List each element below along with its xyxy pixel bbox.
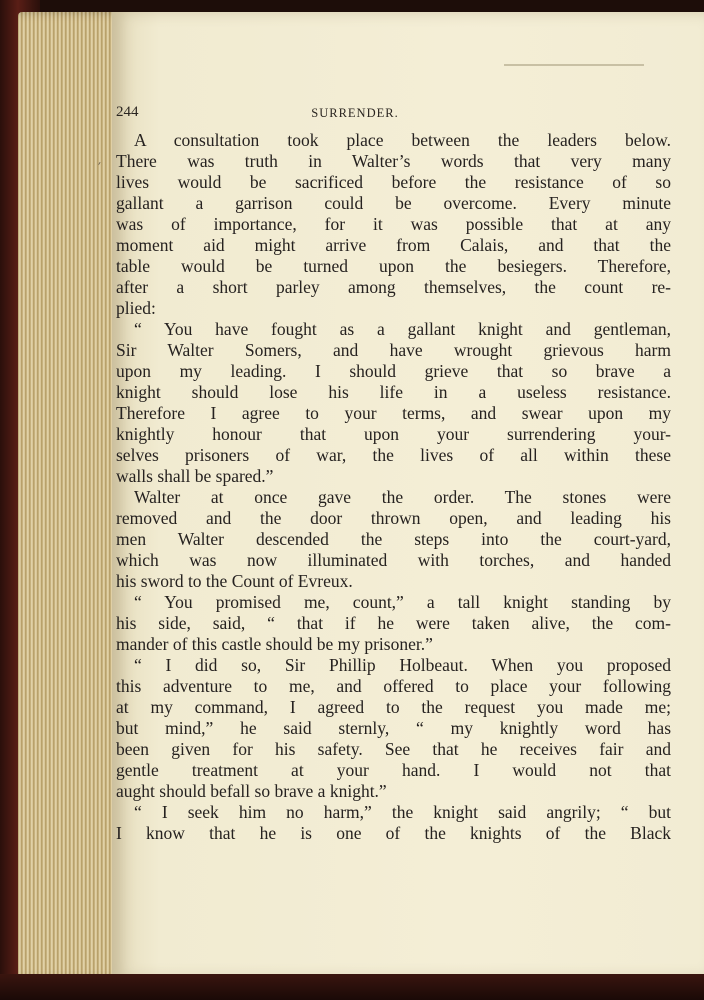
page-number: 244 bbox=[116, 104, 139, 120]
text-line: table would be turned upon the besiegers. Therefore, bbox=[116, 256, 671, 276]
margin-mark: ´ bbox=[96, 160, 106, 177]
text-line: his sword to the Count of Evreux. bbox=[116, 571, 353, 591]
page-mark-line bbox=[504, 64, 644, 66]
text-line: his side, said, “ that if he were taken alive, the com- bbox=[116, 613, 671, 633]
text-line: knight should lose his life in a useless resistance. bbox=[116, 382, 671, 402]
text-line: knightly honour that upon your surrendering your- bbox=[116, 424, 671, 444]
text-line: Sir Walter Somers, and have wrought grievous harm bbox=[116, 340, 671, 360]
text-line: selves prisoners of war, the lives of all within these bbox=[116, 445, 671, 465]
text-line: There was truth in Walter’s words that very many bbox=[116, 151, 671, 171]
text-line: gentle treatment at your hand. I would not that bbox=[116, 760, 671, 780]
text-line: which was now illuminated with torches, and handed bbox=[116, 550, 671, 570]
text-line: after a short parley among themselves, the count re- bbox=[116, 277, 671, 297]
running-head: SURRENDER. bbox=[311, 106, 399, 120]
text-line: I know that he is one of the knights of the Black bbox=[116, 823, 671, 843]
text-line: was of importance, for it was possible that at any bbox=[116, 214, 671, 234]
text-line: A consultation took place between the leaders below. bbox=[134, 130, 671, 150]
text-line: removed and the door thrown open, and leading his bbox=[116, 508, 671, 528]
text-line: men Walter descended the steps into the court-yard, bbox=[116, 529, 671, 549]
text-line: gallant a garrison could be overcome. Every minute bbox=[116, 193, 671, 213]
text-line: this adventure to me, and offered to place your following bbox=[116, 676, 671, 696]
body-text bbox=[116, 130, 671, 844]
text-line: mander of this castle should be my prisoner.” bbox=[116, 634, 433, 654]
text-line: Therefore I agree to your terms, and swear upon my bbox=[116, 403, 671, 423]
text-line: “ I did so, Sir Phillip Holbeaut. When you proposed bbox=[134, 655, 671, 675]
text-line: upon my leading. I should grieve that so brave a bbox=[116, 361, 671, 381]
text-line: aught should befall so brave a knight.” bbox=[116, 781, 387, 801]
text-line: “ I seek him no harm,” the knight said angrily; “ but bbox=[134, 802, 671, 822]
text-line: walls shall be spared.” bbox=[116, 466, 274, 486]
book-cover-bottom bbox=[0, 974, 704, 1000]
text-line: moment aid might arrive from Calais, and that the bbox=[116, 235, 671, 255]
text-line: “ You have fought as a gallant knight and gentleman, bbox=[134, 319, 671, 339]
text-line: plied: bbox=[116, 298, 156, 318]
text-line: Walter at once gave the order. The stones were bbox=[134, 487, 671, 507]
text-line: lives would be sacrificed before the resistance of so bbox=[116, 172, 671, 192]
page-header bbox=[116, 92, 556, 120]
text-line: “ You promised me, count,” a tall knight standing by bbox=[134, 592, 671, 612]
text-line: but mind,” he said sternly, “ my knightly word has bbox=[116, 718, 671, 738]
text-line: at my command, I agreed to the request you made me; bbox=[116, 697, 671, 717]
text-line: been given for his safety. See that he receives fair and bbox=[116, 739, 671, 759]
